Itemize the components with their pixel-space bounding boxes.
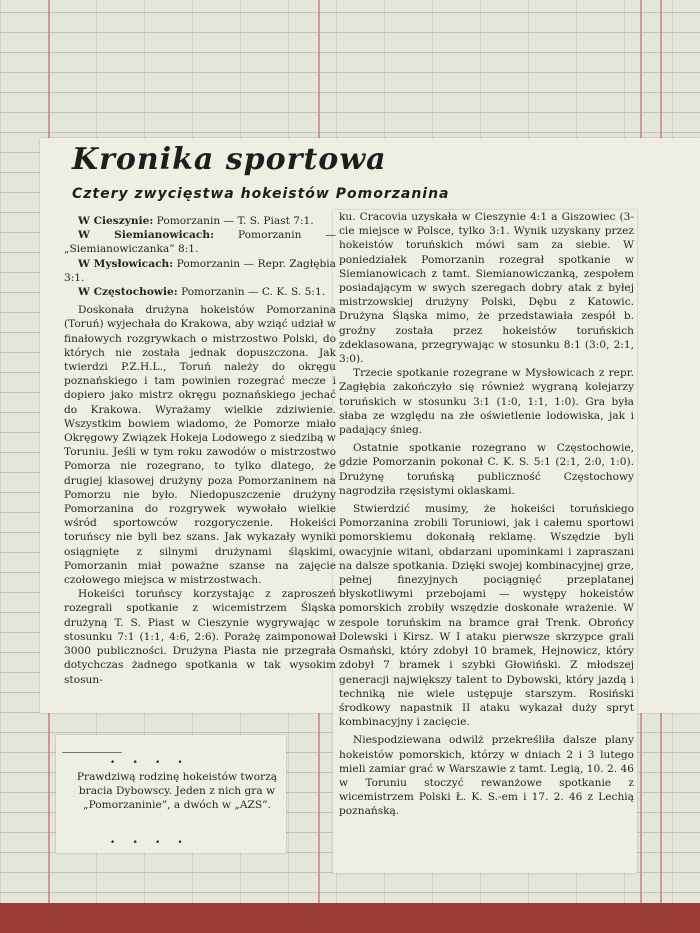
article-paragraph: Trzecie spotkanie rozegrane w Mysłowicach z repr. Zagłębia zakończyło się również wygraną kolejarzy toruńskich w stosunku 3:1 (1:0, 1:1, 1:0). Gra była słaba ze względu na złe oświetlenie lodowiska, jak i padający śnieg. [339,367,634,437]
decorative-dots: • • • • [110,758,183,768]
article-paragraph: ku. Cracovia uzyskała w Cieszynie 4:1 a Giszowiec (3-cie miejsce w Polsce, tylko 3:1. Wynik uzyskany przez hokeistów toruńskich mówi sam za siebie. W poniedziałek Pomorzanin rozegrał spotkanie w Siemianowicach z tamt. Siemianowiczanką, zespołem posiadającym w swych szeregach dobry atak z byłej mistrzowskiej drużyny Polski, Dębu z Katowic. Drużyna Śląska mimo, że przedstawiała zespół b. groźny została przez hokeistów toruńskich zdeklasowana, przegrywając w stosunku 8:1 (3:0, 2:1, 3:0). [339,211,634,366]
result-line [64,257,336,285]
result-score: Pomorzanin — C. K. S. 5:1. [181,286,326,299]
result-score: Pomorzanin — „Siemianowiczanka” 8:1. [64,229,336,256]
article-paragraph: Ostatnie spotkanie rozegrano w Częstochowie, gdzie Pomorzanin pokonał C. K. S. 5:1 (2:1, 2:0, 1:0). Drużynę toruńską publiczność Częstochowy nagrodziła rzęsistymi oklaskami. [339,442,634,497]
article-paragraph: Hokeiści toruńscy korzystając z zaproszeń rozegrali spotkanie z wicemistrzem Śląska drużyną T. S. Piast w Cieszynie wygrywając w stosunku 7:1 (1:1, 4:6, 2:6). Porażę zaimponował 3000 publiczności. Drużyna Piasta nie przegrała dotychczas żadnego spotkania w tak wysokim stosun- [64,588,336,686]
result-line [64,228,336,256]
decorative-dots: • • • • [110,838,183,848]
side-note-text: Prawdziwą rodzinę hokeistów tworzą bracia Dybowscy. Jeden z nich gra w „Pomorzaninie”, a dwóch w „AZS”. [76,771,278,811]
article-paragraph: Doskonała drużyna hokeistów Pomorzanina (Toruń) wyjechała do Krakowa, aby wziąć udział w finałowych rozgrywkach o mistrzostwo Polski, do których nie została jednak dopuszczona. Jak twierdzi P.Z.H.L., Toruń należy do okręgu poznańskiego i tam powinien rozegrać mecze i dopiero jako mistrz okręgu poznańskiego jechać do Krakowa. Wyrażamy wielkie zdziwienie. Wszystkim bowiem wiadomo, że Pomorze miało Okręgowy Związek Hokeja Lodowego z siedzibą w Toruniu. Jeśli w tym roku zawodów o mistrzostwo Pomorza nie rozegrano, to tylko dlatego, że drugiej klasowej drużyny poza Pomorzaninem na Pomorzu nie było. Niedopuszczenie drużyny Pomorzanina do rozgrywek wywołało wielkie wśród sportowców rozgoryczenie. Hokeiści toruńscy nie byli bez szans. Jak wykazały wyniki osiągnięte z silnymi drużynami śląskimi, Pomorzanin miał poważne szanse na zajęcie czołowego miejsca w mistrzostwach. [64,304,336,587]
result-line [64,285,336,299]
article-right-column [339,210,634,819]
result-score: Pomorzanin — Repr. Zagłębia 3:1. [64,257,336,284]
article-title: Kronika sportowa [72,142,387,177]
result-place: W Częstochowie: [78,286,178,299]
divider [62,752,122,753]
result-place: W Mysłowicach: [78,257,174,270]
result-line [64,214,336,228]
result-score: Pomorzanin — T. S. Piast 7:1. [156,215,314,227]
bottom-band [0,903,700,933]
article-paragraph: Niespodziewana odwilż przekreśliła dalsze plany hokeistów pomorskich, którzy w dniach 2 i 3 lutego mieli zamiar grać w Warszawie z tamt. Legią, 10. 2. 46 w Toruniu stoczyć rewanżowe spotkanie z wicemistrzem Polski Ł. K. S.-em i 17. 2. 46 z Lechią poznańską. [339,734,634,818]
result-place: W Siemianowicach: [78,229,214,242]
article-paragraph: Stwierdzić musimy, że hokeiści toruńskiego Pomorzanina zrobili Toruniowi, jak i całemu sportowi pomorskiemu dokonałą reklamę. Wszędzie byli owacyjnie witani, obdarzani upominkami i zapraszani na dalsze spotkania. Dzięki swojej kombinacyjnej grze, pełnej finezyjnych pociągnięć przeplatanej błyskotliwymi przebojami — występy hokeistów pomorskich zrobiły wszędzie doskonałe wrażenie. W zespole toruńskim na bramce grał Trenk. Obrońcy Dolewski i Kirsz. W I ataku pierwsze skrzypce grali Osmański, który zdobył 10 bramek, Hejnowicz, który zdobył 7 bramek i szybki Głowiński. Z młodszej generacji największy talent to Dybowski, który jazdą i techniką nie wiele ustępuje starszym. Rosiński środkowy napastnik II ataku wykazał duży spryt kombinacyjny i zacięcie. [339,503,634,729]
article-subtitle: Cztery zwycięstwa hokeistów Pomorzanina [72,186,450,202]
article-left-column [64,214,336,687]
result-place: W Cieszynie: [78,215,154,227]
